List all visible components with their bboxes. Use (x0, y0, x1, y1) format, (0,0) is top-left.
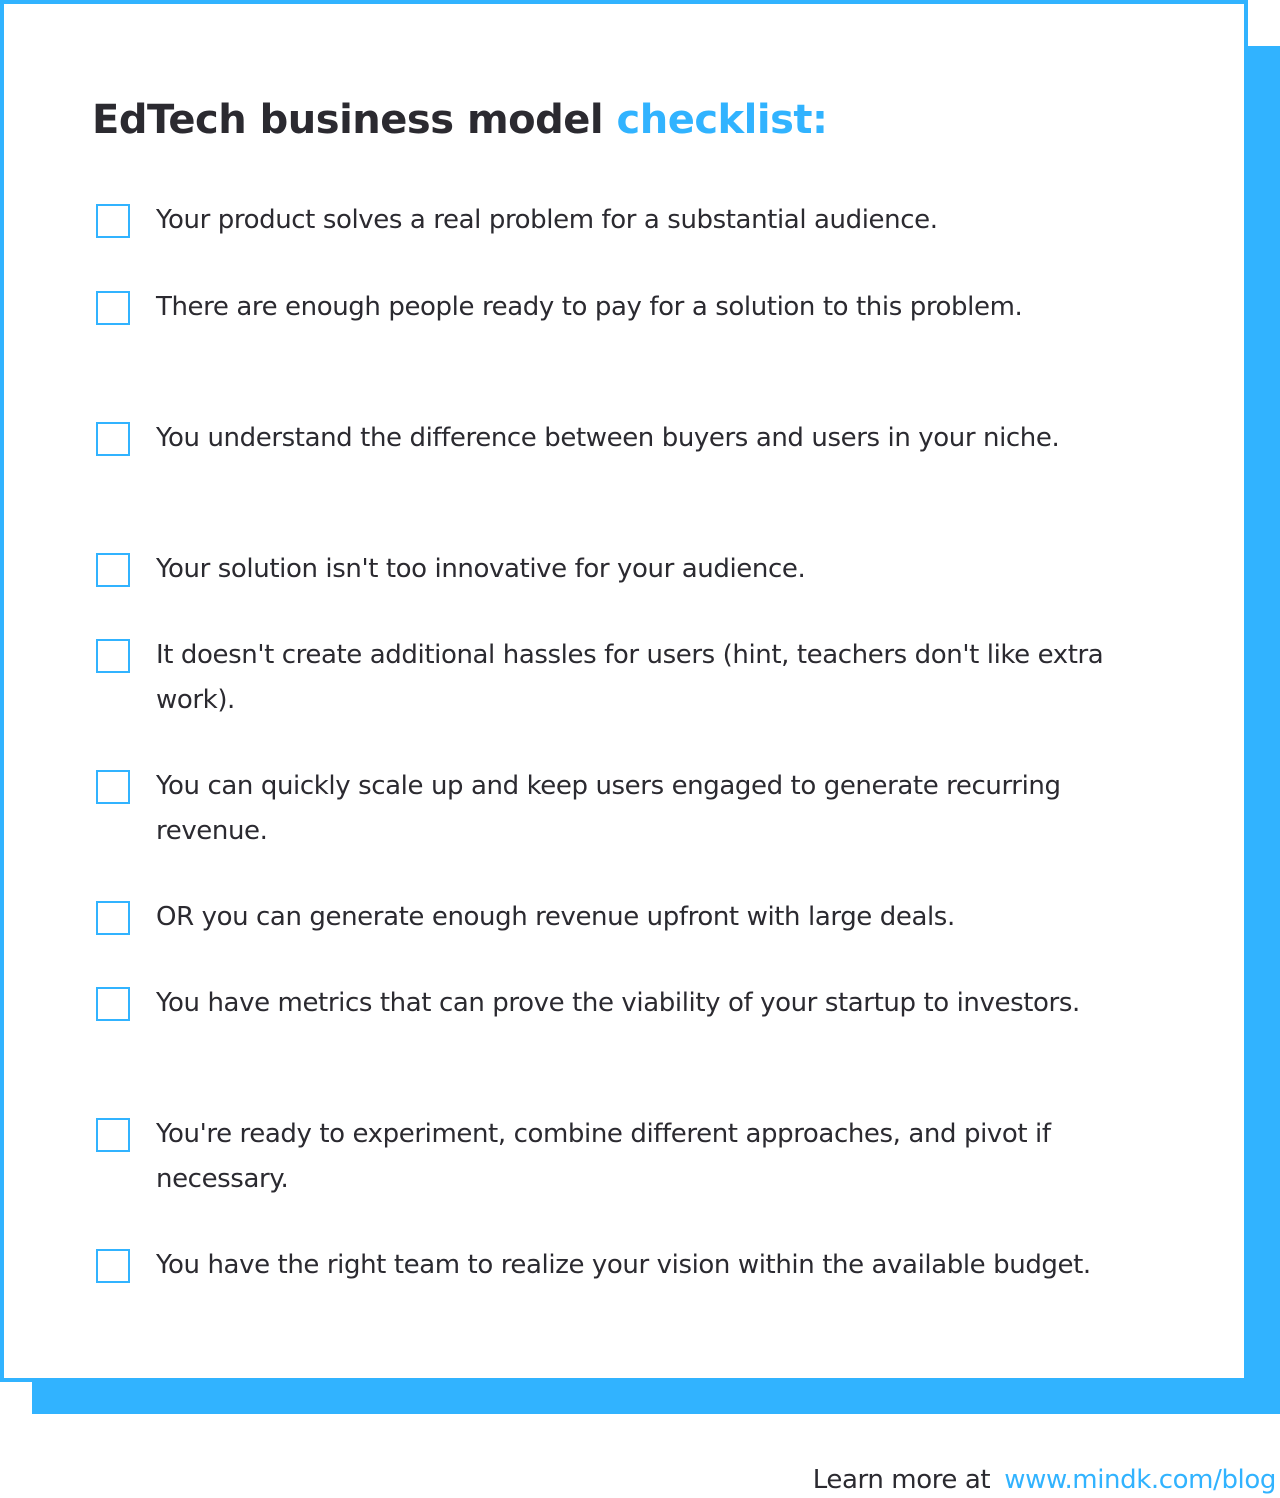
checkbox[interactable] (96, 901, 130, 935)
checkbox[interactable] (96, 639, 130, 673)
blog-link[interactable]: www.mindk.com/blog (1004, 1465, 1276, 1495)
checklist-item-text: You're ready to experiment, combine different approaches, and pivot if necessary. (156, 1119, 1051, 1194)
checkbox[interactable] (96, 1118, 130, 1152)
checklist-item-text: You have the right team to realize your vision within the available budget. (156, 1250, 1091, 1280)
checkbox[interactable] (96, 770, 130, 804)
footer (813, 1462, 1276, 1498)
checklist-item-text: There are enough people ready to pay for a solution to this problem. (156, 292, 1023, 322)
title-main: EdTech business model (92, 97, 617, 143)
checklist-item-text: You understand the difference between buyers and users in your niche. (156, 423, 1060, 453)
checklist-item-text: Your solution isn't too innovative for your audience. (156, 554, 806, 584)
checklist-item-text: Your product solves a real problem for a substantial audience. (156, 205, 938, 235)
footer-lead-text: Learn more at (812, 1465, 991, 1495)
title-accent: checklist: (616, 97, 828, 143)
checkbox[interactable] (96, 1249, 130, 1283)
checkbox[interactable] (96, 987, 130, 1021)
checklist-item-text: You have metrics that can prove the viability of your startup to investors. (156, 988, 1080, 1018)
checkbox[interactable] (96, 422, 130, 456)
checklist-item-text: OR you can generate enough revenue upfront with large deals. (156, 902, 955, 932)
page-title (92, 92, 828, 148)
checklist-item-text: You can quickly scale up and keep users engaged to generate recurring revenue. (156, 771, 1061, 846)
checkbox[interactable] (96, 553, 130, 587)
checkbox[interactable] (96, 291, 130, 325)
checkbox[interactable] (96, 204, 130, 238)
checklist-item-text: It doesn't create additional hassles for users (hint, teachers don't like extra work). (156, 640, 1104, 715)
